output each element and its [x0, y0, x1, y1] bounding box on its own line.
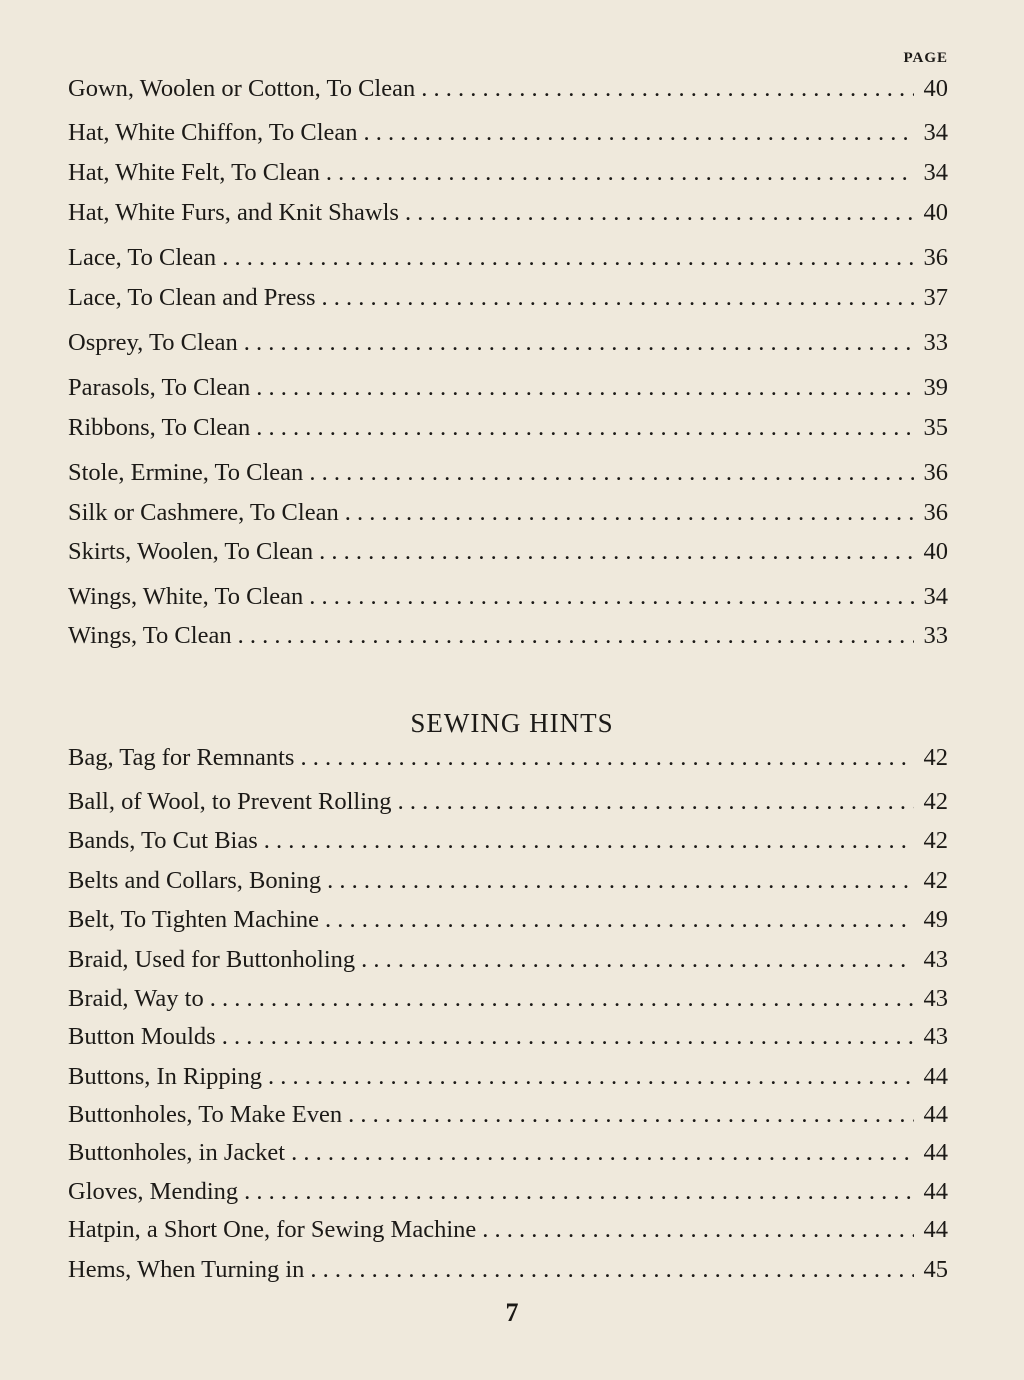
index-entry-page-number: 43 — [923, 1023, 948, 1050]
index-entry — [68, 198, 948, 228]
index-entry — [68, 826, 948, 856]
dot-leader — [421, 74, 914, 104]
index-entry-title: Buttonholes, To Make Even — [68, 1101, 343, 1128]
index-entry-title: Lace, To Clean and Press — [68, 284, 316, 311]
index-entry-title: Bag, Tag for Remnants — [68, 744, 295, 771]
dot-leader — [222, 1022, 914, 1052]
dot-leader — [327, 866, 914, 896]
page-number: 7 — [505, 1298, 519, 1327]
index-entry-page-number: 42 — [923, 827, 948, 854]
dot-leader — [264, 826, 914, 856]
index-entry — [68, 118, 948, 148]
index-entry — [68, 621, 948, 651]
dot-leader — [291, 1138, 914, 1168]
index-entry-title: Hat, White Furs, and Knit Shawls — [68, 199, 399, 226]
dot-leader — [309, 458, 914, 488]
index-entry-title: Skirts, Woolen, To Clean — [68, 538, 314, 565]
index-entry-page-number: 44 — [923, 1178, 948, 1205]
index-entry-page-number: 42 — [923, 788, 948, 815]
index-entry — [68, 866, 948, 896]
index-entry — [68, 328, 948, 358]
dot-leader — [244, 1177, 914, 1207]
index-entry-title: Parasols, To Clean — [68, 374, 251, 401]
index-entry-page-number: 49 — [923, 906, 948, 933]
index-entry-page-number: 42 — [923, 867, 948, 894]
index-entry — [68, 984, 948, 1014]
index-entry — [68, 158, 948, 188]
index-entry-title: Buttonholes, in Jacket — [68, 1139, 286, 1166]
dot-leader — [210, 984, 914, 1014]
dot-leader — [322, 283, 914, 313]
index-entry-page-number: 44 — [923, 1101, 948, 1128]
dot-leader — [309, 582, 914, 612]
index-entry-title: Osprey, To Clean — [68, 329, 238, 356]
page-column-label: PAGE — [903, 50, 948, 66]
index-entry-page-number: 43 — [923, 985, 948, 1012]
dot-leader — [405, 198, 914, 228]
index-entry-page-number: 34 — [923, 119, 948, 146]
index-entry-title: Hat, White Felt, To Clean — [68, 159, 320, 186]
index-entry — [68, 413, 948, 443]
index-entry-title: Braid, Way to — [68, 985, 204, 1012]
index-entry-page-number: 36 — [923, 459, 948, 486]
index-entry-title: Braid, Used for Buttonholing — [68, 946, 356, 973]
dot-leader — [364, 118, 914, 148]
index-entry — [68, 283, 948, 313]
index-entry-title: Ribbons, To Clean — [68, 414, 251, 441]
index-entry-page-number: 40 — [923, 75, 948, 102]
index-entry — [68, 1255, 948, 1285]
dot-leader — [256, 373, 914, 403]
index-entry-page-number: 34 — [923, 583, 948, 610]
index-entry — [68, 458, 948, 488]
index-entry-title: Bands, To Cut Bias — [68, 827, 258, 854]
index-entry — [68, 243, 948, 273]
index-entry — [68, 1215, 948, 1245]
index-entry-page-number: 40 — [923, 199, 948, 226]
dot-leader — [398, 787, 914, 817]
section-heading-sewing-hints: SEWING HINTS — [410, 708, 614, 738]
index-entry-page-number: 45 — [923, 1256, 948, 1283]
index-entry — [68, 1177, 948, 1207]
dot-leader — [238, 621, 914, 651]
index-entry-page-number: 36 — [923, 499, 948, 526]
index-entry-page-number: 44 — [923, 1063, 948, 1090]
index-entry-title: Buttons, In Ripping — [68, 1063, 262, 1090]
index-entry-title: Lace, To Clean — [68, 244, 217, 271]
index-entry — [68, 498, 948, 528]
index-entry-page-number: 33 — [923, 329, 948, 356]
index-entry — [68, 537, 948, 567]
index-entry — [68, 787, 948, 817]
index-entry-page-number: 36 — [923, 244, 948, 271]
dot-leader — [326, 158, 914, 188]
dot-leader — [300, 743, 914, 773]
index-entry-page-number: 40 — [923, 538, 948, 565]
index-entry-page-number: 39 — [923, 374, 948, 401]
index-entry — [68, 74, 948, 104]
dot-leader — [268, 1062, 914, 1092]
index-entry-title: Stole, Ermine, To Clean — [68, 459, 304, 486]
index-entry — [68, 743, 948, 773]
index-entry — [68, 1100, 948, 1130]
index-entry-title: Ball, of Wool, to Prevent Rolling — [68, 788, 392, 815]
index-entry-title: Hems, When Turning in — [68, 1256, 305, 1283]
dot-leader — [482, 1215, 914, 1245]
index-entry-page-number: 34 — [923, 159, 948, 186]
dot-leader — [319, 537, 914, 567]
index-entry-title: Wings, White, To Clean — [68, 583, 304, 610]
index-entry-page-number: 44 — [923, 1139, 948, 1166]
index-entry-title: Belt, To Tighten Machine — [68, 906, 320, 933]
index-entry-page-number: 33 — [923, 622, 948, 649]
index-entry — [68, 582, 948, 612]
index-entry — [68, 1022, 948, 1052]
index-entry-page-number: 35 — [923, 414, 948, 441]
index-entry-page-number: 37 — [923, 284, 948, 311]
dot-leader — [256, 413, 914, 443]
dot-leader — [345, 498, 914, 528]
index-entry-title: Gown, Woolen or Cotton, To Clean — [68, 75, 416, 102]
index-entry — [68, 1062, 948, 1092]
index-entry — [68, 1138, 948, 1168]
dot-leader — [348, 1100, 914, 1130]
index-entry-title: Gloves, Mending — [68, 1178, 239, 1205]
index-entry-page-number: 44 — [923, 1216, 948, 1243]
dot-leader — [310, 1255, 914, 1285]
index-entry-title: Wings, To Clean — [68, 622, 232, 649]
dot-leader — [361, 945, 914, 975]
index-entry — [68, 945, 948, 975]
index-entry-page-number: 42 — [923, 744, 948, 771]
dot-leader — [244, 328, 914, 358]
index-entry-title: Hatpin, a Short One, for Sewing Machine — [68, 1216, 477, 1243]
index-entry — [68, 905, 948, 935]
index-entry-title: Button Moulds — [68, 1023, 216, 1050]
index-entry-page-number: 43 — [923, 946, 948, 973]
dot-leader — [222, 243, 914, 273]
index-entry-title: Hat, White Chiffon, To Clean — [68, 119, 358, 146]
dot-leader — [325, 905, 914, 935]
index-entry — [68, 373, 948, 403]
index-entry-title: Belts and Collars, Boning — [68, 867, 322, 894]
index-entry-title: Silk or Cashmere, To Clean — [68, 499, 339, 526]
